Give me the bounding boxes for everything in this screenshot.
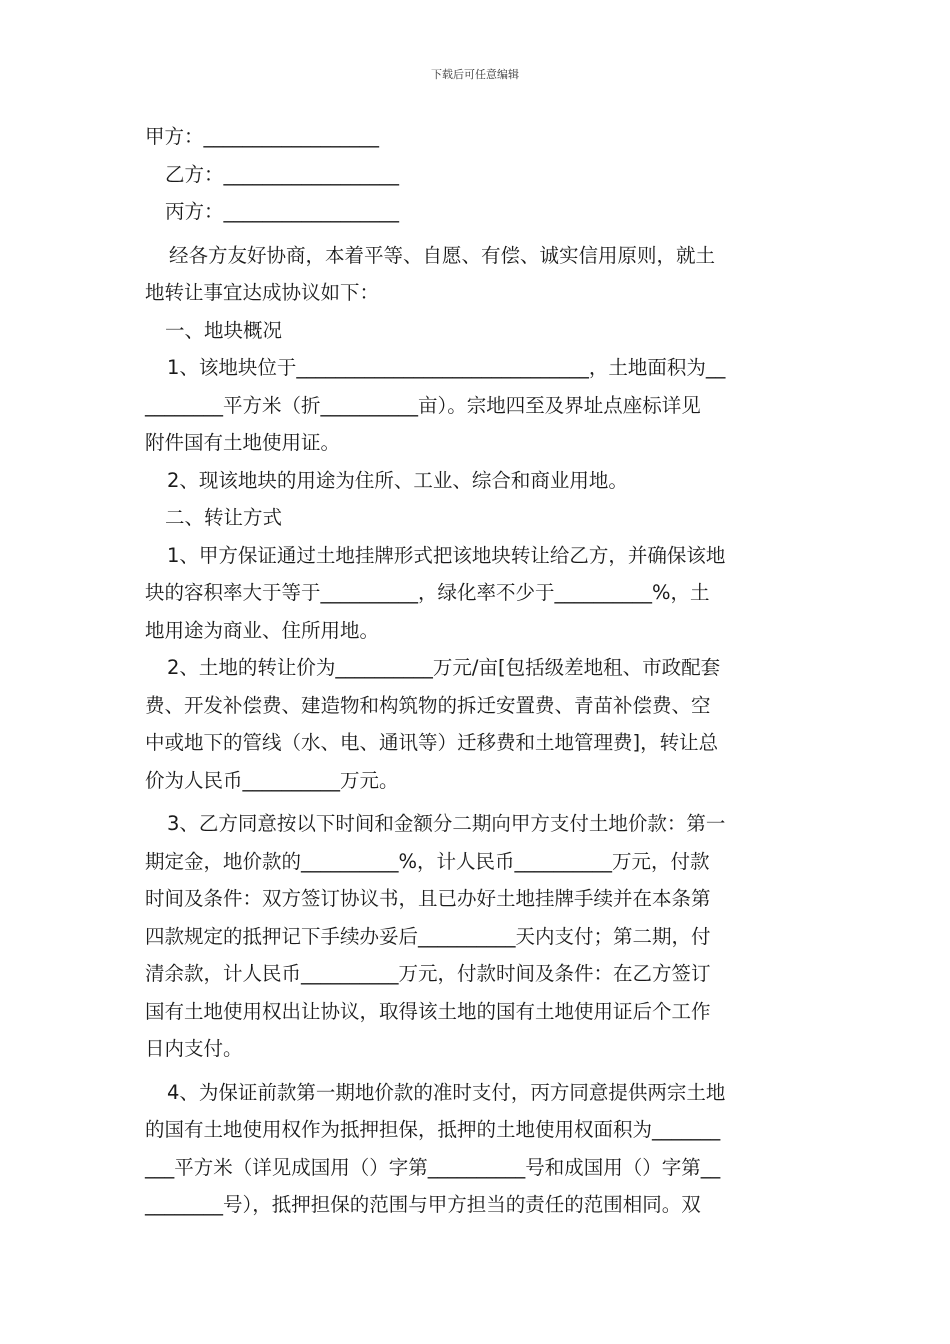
document-line: 4、为保证前款第一期地价款的准时支付，丙方同意提供两宗土地 bbox=[167, 1080, 726, 1104]
document-line: 3、乙方同意按以下时间和金额分二期向甲方支付土地价款：第一 bbox=[167, 812, 726, 835]
document-line: ___平方米（详见成国用（）字第__________号和成国用（）字第__ bbox=[145, 1155, 721, 1179]
document-line: 地用途为商业、住所用地。 bbox=[145, 618, 380, 642]
document-line: 1、该地块位于______________________________，土地面积为__ bbox=[167, 356, 726, 379]
document-line: 价为人民币__________万元。 bbox=[145, 768, 399, 792]
document-line: 四款规定的抵押记下手续办妥后__________天内支付；第二期，付 bbox=[145, 924, 711, 948]
document-line: 费、开发补偿费、建造物和构筑物的拆迁安置费、青苗补偿费、空 bbox=[145, 693, 711, 717]
document-line: 2、土地的转让价为__________万元/亩[包括级差地租、市政配套 bbox=[167, 656, 721, 679]
document-line: 清余款，计人民币__________万元，付款时间及条件：在乙方签订 bbox=[145, 962, 711, 985]
document-body bbox=[145, 118, 806, 1224]
document-line: 经各方友好协商，本着平等、自愿、有偿、诚实信用原则，就土 bbox=[169, 243, 716, 267]
document-line: 期定金，地价款的__________%，计人民币__________万元，付款 bbox=[145, 849, 710, 873]
document-line: 乙方：__________________ bbox=[165, 162, 400, 186]
document-line: 丙方：__________________ bbox=[165, 200, 400, 223]
document-line: 中或地下的管线（水、电、通讯等）迁移费和土地管理费]，转让总 bbox=[145, 731, 719, 754]
document-line: 国有土地使用权出让协议，取得该土地的国有土地使用证后个工作 bbox=[145, 999, 711, 1023]
document-line: 块的容积率大于等于__________，绿化率不少于__________%，土 bbox=[145, 581, 710, 604]
document-line: 甲方：__________________ bbox=[145, 125, 380, 148]
document-line: 日内支付。 bbox=[145, 1037, 243, 1060]
document-line: ________号），抵押担保的范围与甲方担当的责任的范围相同。双 bbox=[145, 1193, 701, 1216]
header-note: 下载后可任意编辑 bbox=[431, 68, 519, 81]
document-line: 附件国有土地使用证。 bbox=[145, 431, 341, 454]
document-line: 一、地块概况 bbox=[165, 318, 283, 342]
document-line: 1、甲方保证通过土地挂牌形式把该地块转让给乙方，并确保该地 bbox=[167, 543, 726, 567]
document-line: 二、转让方式 bbox=[165, 506, 283, 529]
document-line: 地转让事宜达成协议如下： bbox=[145, 281, 380, 304]
document-line: 的国有土地使用权作为抵押担保，抵押的土地使用权面积为_______ bbox=[145, 1118, 721, 1141]
document-line: 2、现该地块的用途为住所、工业、综合和商业用地。 bbox=[167, 468, 628, 492]
document-line: 时间及条件：双方签订协议书，且已办好土地挂牌手续并在本条第 bbox=[145, 887, 711, 910]
document-line: ________平方米（折__________亩）。宗地四至及界址点座标详见 bbox=[145, 393, 701, 417]
